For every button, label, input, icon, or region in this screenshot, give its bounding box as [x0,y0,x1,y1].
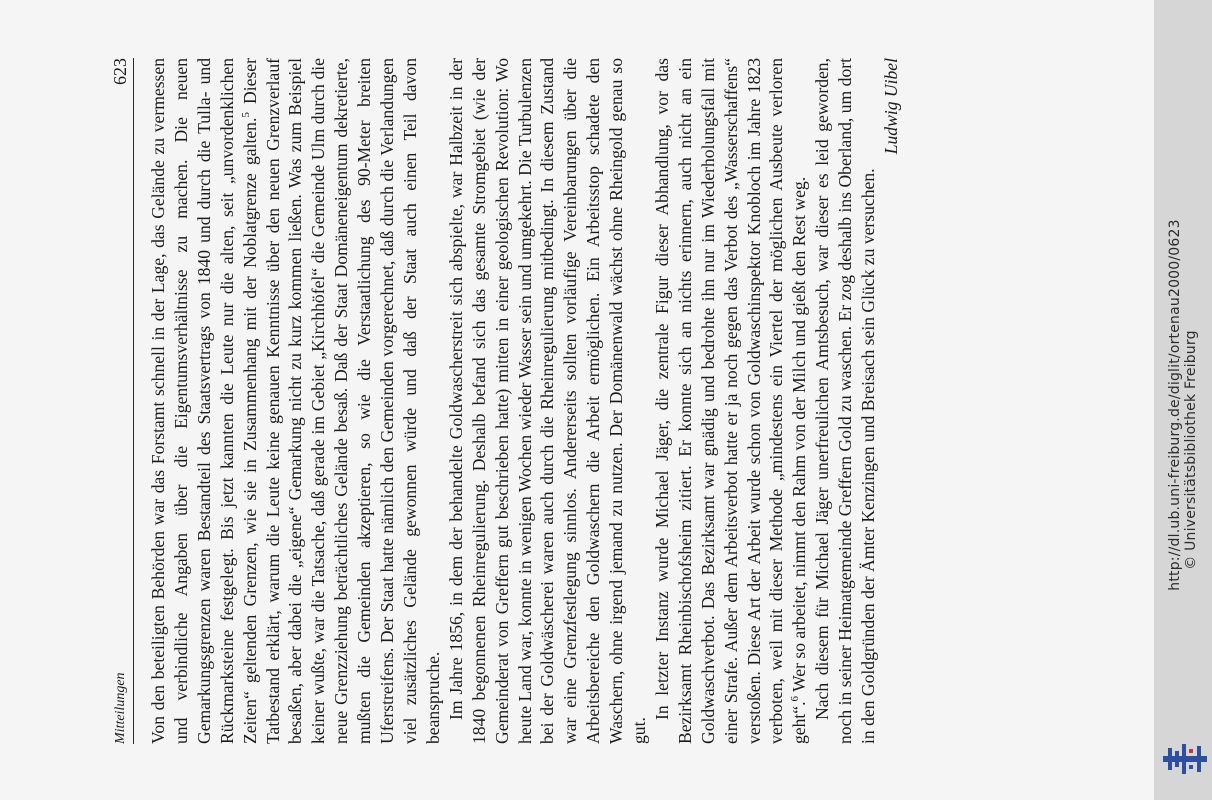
library-sidebar [1154,0,1212,800]
running-head [103,58,134,744]
paragraph-1: Von den beteiligten Behörden war das Forstamt schnell in der Lage, das Gelände zu vermessen und verbindliche Angaben über die Eigentumsverhältnisse zu machen. Die neuen Gemarkungsgrenzen waren Bestandteil des Staatsvertrags von 1840 und durch die Tulla- und Rückmarksteine festgelegt. Bis jetzt kannten die Leute nur die alten, seit „unvordenklichen Zeiten“ geltenden Grenzen, wie sie in Zusammenhang mit der Noblatgrenze galten.$^5$ Dieser Tatbestand erklärt, warum die Leute keine genauen Kenntnisse über den neuen Grenzverlauf besaßen, aber dabei die „eigene“ Gemarkung nicht zu kurz kommen ließen. Was zum Beispiel keiner wußte, war die Tatsache, daß gerade im Gebiet „Kirchhöfel“ die Gemeinde Ulm durch die neue Grenzziehung beträchtliches Gelände besaß. Daß der Staat Domäneneigentum dekretierte, mußten die Gemeinden akzeptieren, so wie die Verstaatlichung des 90-Meter breiten Uferstreifens. Der Staat hatte nämlich den Gemeinden vorgerechnet, daß durch die Verlandungen viel zusätzliches Gelände gewonnen würde und daß der Staat auch einen Teil davon beanspruche. [148,58,443,744]
rotated-book-page [87,40,1067,760]
paragraph-2: Im Jahre 1856, in dem der behandelte Goldwascherstreit sich abspielte, war Halbzeit in der 1840 begonnenen Rheinregulierung. Deshalb befand sich das gesamte Stromgebiet (wie der Gemeinderat von Greffern gut beschrieben hatte) mitten in einer geologischen Revolution: Wo heute Land war, konnte in wenigen Wochen wieder Wasser sein und umgekehrt. Die Turbulenzen bei der Goldwäscherei waren auch durch die Rheinregulierung mitbedingt. In diesem Zustand war eine Grenzfestlegung sinnlos. Andererseits sollten vorläufige Vereinbarungen über die Arbeitsbereiche den Goldwaschern die Arbeit ermöglichen. Ein Arbeitsstop schadete den Waschern, ohne irgend jemand zu nutzen. Der Domänenwald wächst ohne Rheingold genau so gut. [445,58,650,744]
footnote-marker: 5 [239,112,252,118]
article-body [147,58,903,744]
author-signature: Ludwig Uibel [881,58,901,155]
source-url-link[interactable]: http://dl.ub.uni-freiburg.de/diglit/ortenau2000/0623 [1167,219,1183,591]
section-title: Mitteilungen [113,672,128,744]
ub-freiburg-logo-icon [1163,744,1207,774]
paragraph-3: In letzter Instanz wurde Michael Jäger, die zentrale Figur dieser Abhandlung, vor das Bezirksamt Rheinbischofsheim zitiert. Er konnte sich an nichts erinnern, auch nicht an ein Goldwaschverbot. Das Bezirksamt war gnädig und bedrohte ihn nur im Wiederholungsfall mit einer Strafe. Außer dem Arbeitsverbot hatte er ja noch gegen das Verbot des „Wasserschaffens“ verstoßen. Diese Art der Arbeit wurde schon von Goldwaschinspektor Knobloch im Jahre 1823 verboten, weil mit dieser Methode „mindestens ein Viertel der möglichen Ausbeute verloren geht“.$^6$ Wer so arbeitet, nimmt den Rahm von der Milch und gießt den Rest weg. [651,58,810,744]
paragraph-4: Nach diesem für Michael Jäger unerfreulichen Amtsbesuch, war dieser es leid geworden, noch in seiner Heimatgemeinde Greffern Gold zu waschen. Er zog deshalb ins Oberland, um dort in den Goldgründen der Ämter Kenzingen und Breisach sein Glück zu versuchen. [812,58,879,744]
page-number: 623 [110,58,130,85]
copyright-notice: © Universitätsbibliothek Freiburg [1183,330,1199,570]
footnote-marker: 6 [789,696,802,702]
sidebar-text [1167,219,1199,591]
